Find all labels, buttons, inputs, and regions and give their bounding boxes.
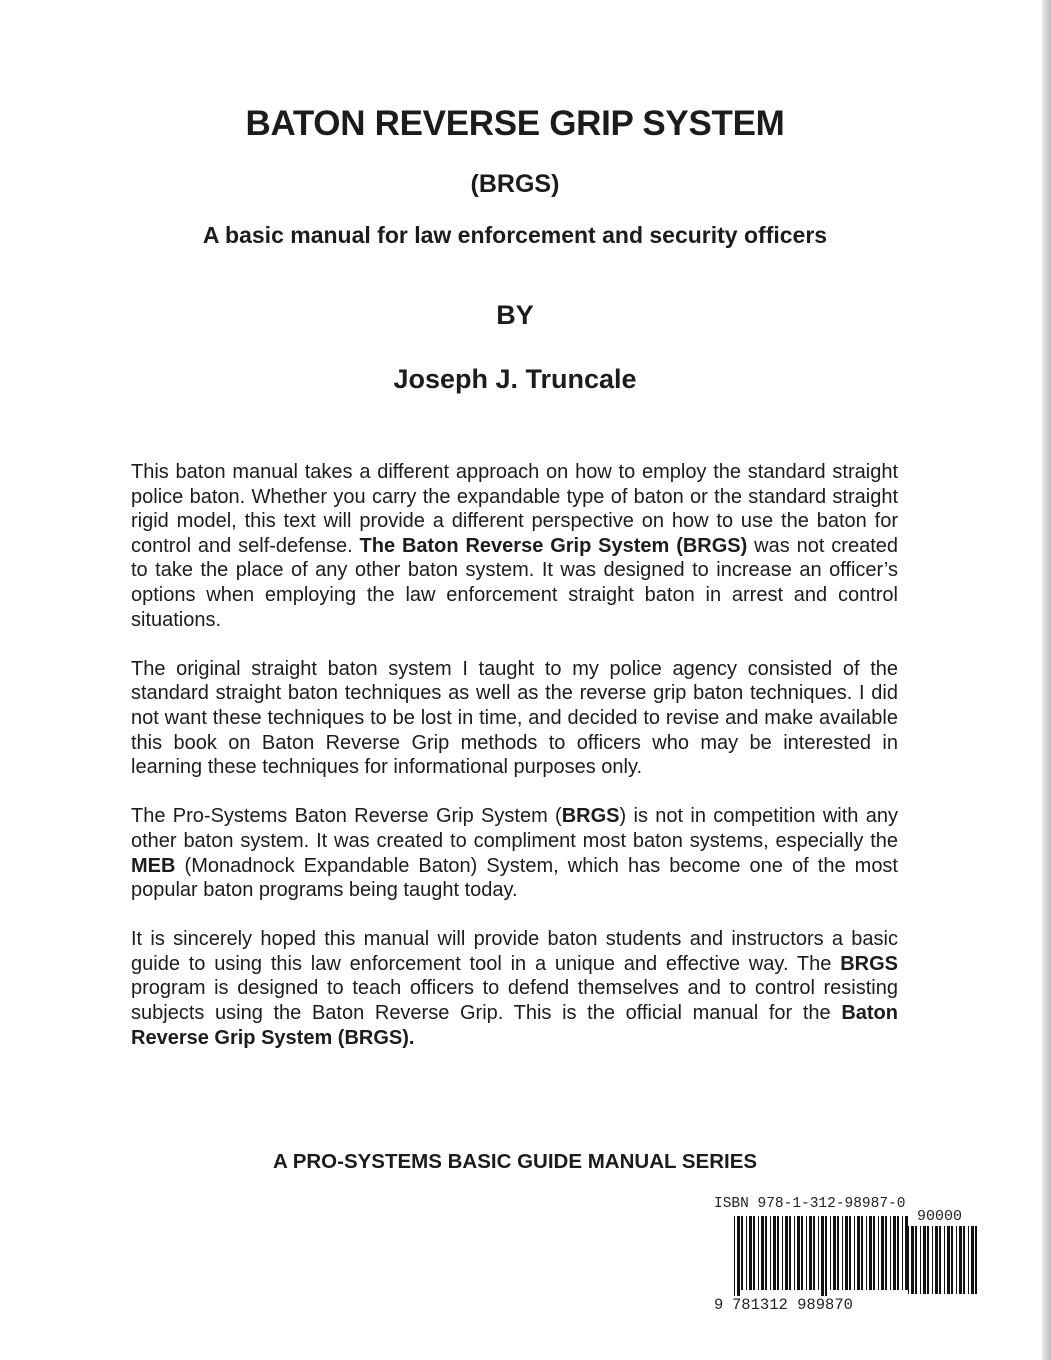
barcode-bar bbox=[842, 1216, 843, 1290]
barcode-bar bbox=[825, 1216, 827, 1300]
barcode-bar bbox=[944, 1226, 945, 1294]
barcode-bar bbox=[932, 1226, 933, 1294]
isbn-number: ISBN 978-1-312-98987-0 bbox=[714, 1196, 906, 1212]
barcode-bar bbox=[813, 1216, 815, 1290]
barcode-bar bbox=[777, 1216, 779, 1290]
barcode-bar bbox=[854, 1216, 855, 1290]
barcode-bar bbox=[833, 1216, 836, 1290]
isbn-barcode bbox=[714, 1196, 984, 1320]
barcode-bar bbox=[794, 1216, 795, 1290]
barcode-bar bbox=[765, 1216, 767, 1290]
paragraph-3-text-e: (Monadnock Expandable Baton) System, which has become one of the most popular baton programs being taught today. bbox=[131, 854, 898, 902]
barcode-bar bbox=[797, 1216, 800, 1290]
paragraph-4-text-c: program is designed to teach officers to defend themselves and to control resisting subjects using the Baton Reverse Grip. This is the official manual for the bbox=[131, 977, 898, 1025]
barcode-bar bbox=[861, 1216, 863, 1290]
barcode-bar bbox=[857, 1216, 860, 1290]
paragraph-4-text-a: It is sincerely hoped this manual will provide baton students and instructors a basic guide to using this law enforcement tool in a unique and effective way. The bbox=[131, 928, 898, 975]
barcode-bar bbox=[911, 1226, 914, 1294]
barcode-bar bbox=[947, 1226, 950, 1294]
barcode-bar bbox=[959, 1226, 962, 1294]
barcode-bar bbox=[734, 1216, 735, 1300]
barcode-bar bbox=[915, 1226, 917, 1294]
paragraph-2: The original straight baton system I taught to my police agency consisted of the standard straight baton techniques as well as the reverse grip baton techniques. I did not want these techniques to be lost in time, and decided to revise and make available this book on Baton Reverse Grip methods to officers who may be interested in learning these techniques for informational purposes only. bbox=[131, 657, 898, 779]
barcode-bar bbox=[746, 1216, 747, 1290]
paragraph-3-text-c: ) is not in competition with any other baton system. It was created to compliment most baton systems, especially the bbox=[131, 805, 898, 852]
paragraph-4-bold-brgs: BRGS bbox=[840, 952, 898, 975]
barcode-bar bbox=[963, 1226, 965, 1294]
paragraph-1-bold: The Baton Reverse Grip System (BRGS) bbox=[359, 534, 748, 557]
page-edge-shadow bbox=[1042, 0, 1051, 1360]
barcode-main-bars bbox=[732, 1216, 908, 1300]
barcode-bar bbox=[818, 1216, 819, 1290]
barcode-bar bbox=[758, 1216, 759, 1290]
barcode-bar bbox=[878, 1216, 879, 1290]
book-subtitle: A basic manual for law enforcement and security officers bbox=[202, 222, 828, 248]
barcode-digits: 781312 989870 bbox=[732, 1296, 853, 1314]
barcode-bar bbox=[935, 1226, 938, 1294]
paragraph-1 bbox=[131, 460, 898, 632]
author-name: Joseph J. Truncale bbox=[393, 364, 637, 394]
barcode-bar bbox=[951, 1226, 953, 1294]
paragraph-3 bbox=[131, 804, 898, 902]
barcode-bar bbox=[785, 1216, 788, 1290]
book-title: BATON REVERSE GRIP SYSTEM bbox=[245, 104, 785, 143]
barcode-bar bbox=[809, 1216, 812, 1290]
barcode-bar bbox=[741, 1216, 743, 1290]
barcode-bar bbox=[956, 1226, 957, 1294]
book-acronym: (BRGS) bbox=[470, 170, 560, 198]
description-body bbox=[131, 460, 898, 1075]
paragraph-3-text-a: The Pro-Systems Baton Reverse Grip System ( bbox=[131, 805, 562, 828]
barcode-lead-digit: 9 bbox=[714, 1296, 724, 1314]
barcode-bar bbox=[920, 1226, 921, 1294]
barcode-bar bbox=[753, 1216, 755, 1290]
barcode-bar bbox=[761, 1216, 764, 1290]
barcode-bar bbox=[837, 1216, 839, 1290]
price-addon-code: 90000 bbox=[917, 1208, 963, 1225]
paragraph-1-text-c: was not created to take the place of any other baton system. It was designed to increase an officer’s options when employing the law enforcement straight baton in arrest and control situations. bbox=[131, 534, 898, 631]
paragraph-1-text-a: This baton manual takes a different approach on how to employ the standard straight police baton. Whether you carry the expandable type of baton or the standard straight rigid model, this text will provide a different perspective on how to use the baton for control and self-defense. bbox=[131, 461, 898, 557]
barcode-bar bbox=[830, 1216, 831, 1290]
series-label: A PRO-SYSTEMS BASIC GUIDE MANUAL SERIES bbox=[272, 1150, 758, 1173]
barcode-bar bbox=[789, 1216, 791, 1290]
barcode-bar bbox=[893, 1216, 896, 1290]
barcode-bar bbox=[968, 1226, 969, 1294]
barcode-bar bbox=[866, 1216, 867, 1290]
barcode-bar bbox=[869, 1216, 872, 1290]
barcode-bar bbox=[902, 1216, 903, 1290]
barcode-bar bbox=[890, 1216, 891, 1290]
barcode-bar bbox=[939, 1226, 941, 1294]
barcode-bar bbox=[971, 1226, 974, 1294]
barcode-bar bbox=[737, 1216, 740, 1300]
barcode-bar bbox=[782, 1216, 783, 1290]
paragraph-4-bold-system: Baton Reverse Grip System (BRGS). bbox=[131, 1002, 898, 1049]
barcode-bar bbox=[908, 1226, 909, 1294]
barcode-addon-bars bbox=[906, 1226, 982, 1304]
barcode-bar bbox=[881, 1216, 884, 1290]
barcode-bar bbox=[849, 1216, 851, 1290]
barcode-bar bbox=[821, 1216, 824, 1300]
barcode-bar bbox=[897, 1216, 899, 1290]
barcode-bar bbox=[770, 1216, 771, 1290]
barcode-bar bbox=[845, 1216, 848, 1290]
barcode-bar bbox=[975, 1226, 977, 1294]
by-label: BY bbox=[496, 300, 534, 330]
barcode-bar bbox=[923, 1226, 926, 1294]
paragraph-3-bold-meb: MEB bbox=[131, 854, 176, 877]
barcode-bar bbox=[773, 1216, 776, 1290]
barcode-bar bbox=[927, 1226, 929, 1294]
paragraph-3-bold-brgs: BRGS bbox=[561, 805, 620, 828]
barcode-bar bbox=[885, 1216, 887, 1290]
barcode-bar bbox=[873, 1216, 875, 1290]
barcode-bar bbox=[749, 1216, 752, 1290]
barcode-bar bbox=[801, 1216, 803, 1290]
barcode-bar bbox=[806, 1216, 807, 1290]
paragraph-4 bbox=[131, 927, 898, 1050]
